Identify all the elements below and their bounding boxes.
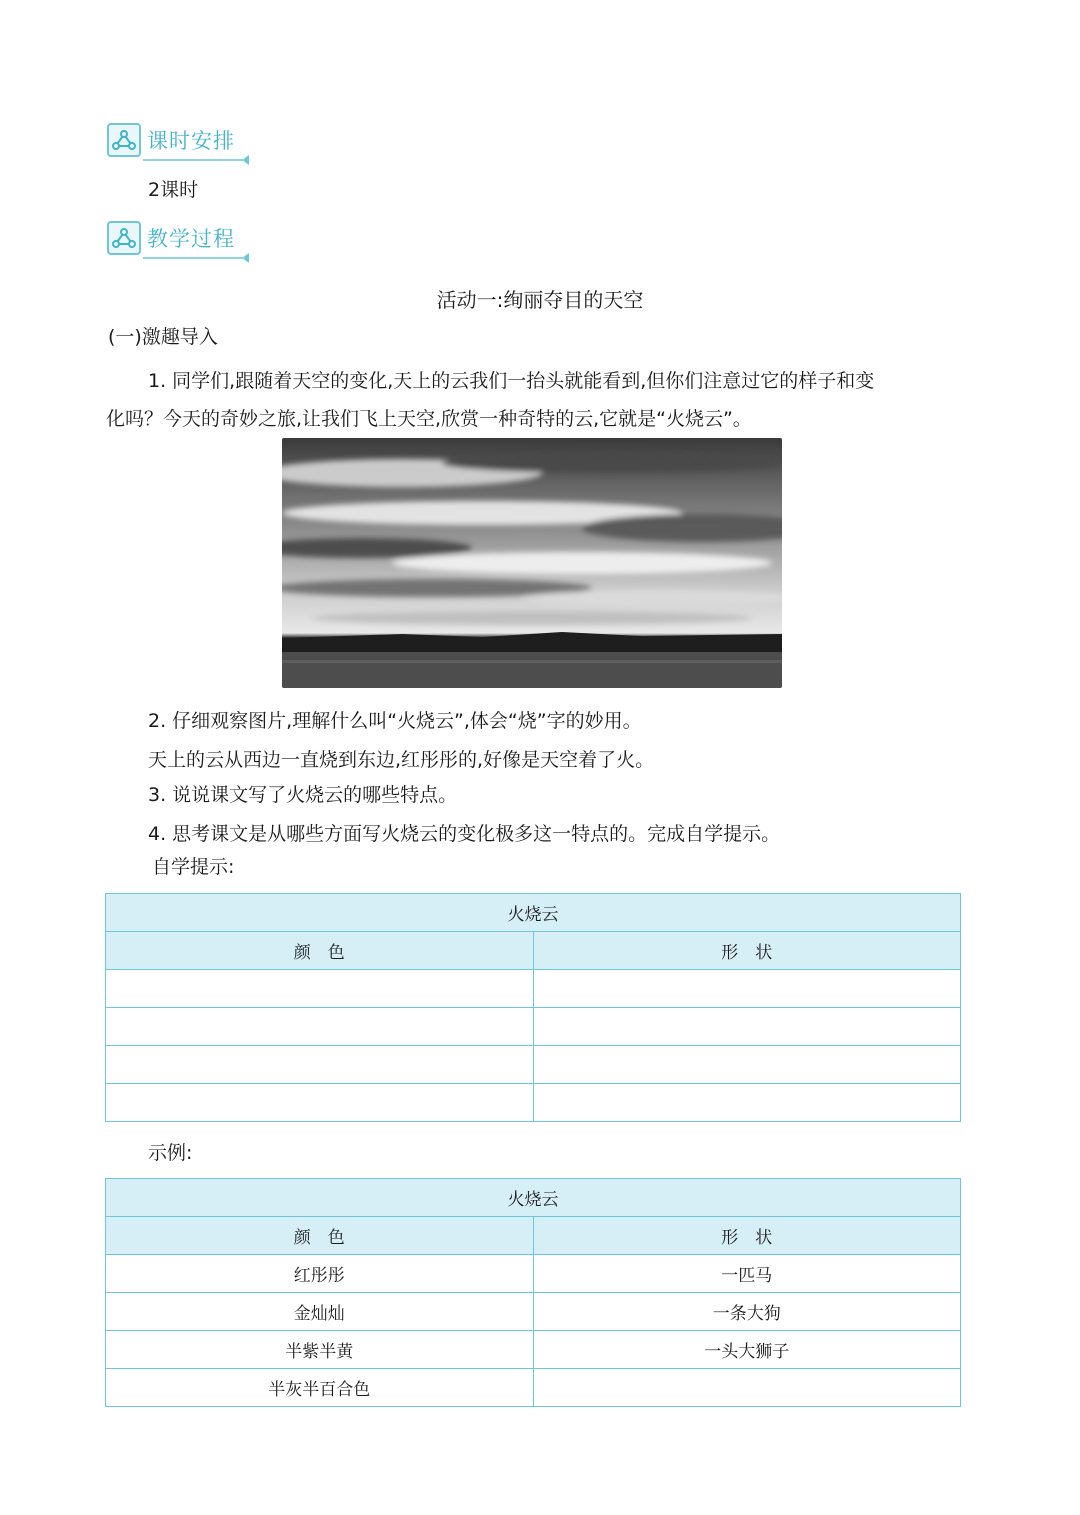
activity-title: 活动一:绚丽夺目的天空 <box>436 288 644 312</box>
prompt-label: 自学提示: <box>152 856 235 878</box>
table-cell[interactable] <box>533 970 961 1008</box>
section-title: 教学过程 <box>147 223 245 253</box>
list-item: 4. 思考课文是从哪些方面写火烧云的变化极多这一特点的。完成自学提示。 <box>148 823 781 845</box>
column-header-color: 颜 色 <box>106 1217 534 1255</box>
table-cell: 红彤彤 <box>106 1255 534 1293</box>
paragraph-line: 化吗？今天的奇妙之旅,让我们飞上天空,欣赏一种奇特的云,它就是“火烧云”。 <box>106 408 752 430</box>
paragraph-line: 1. 同学们,跟随着天空的变化,天上的云我们一抬头就能看到,但你们注意过它的样子和变 <box>148 370 875 392</box>
table-row <box>106 1331 961 1369</box>
table-cell[interactable] <box>106 970 534 1008</box>
table-title: 火烧云 <box>106 1179 961 1217</box>
table-title: 火烧云 <box>106 894 961 932</box>
table-row <box>106 1293 961 1331</box>
table-cell: 半灰半百合色 <box>106 1369 534 1407</box>
column-header-shape: 形 状 <box>533 1217 961 1255</box>
schedule-text: 2课时 <box>148 179 199 201</box>
answer-text: 天上的云从西边一直烧到东边,红彤彤的,好像是天空着了火。 <box>148 749 655 771</box>
list-item: 2. 仔细观察图片,理解什么叫“火烧云”,体会“烧”字的妙用。 <box>148 710 642 732</box>
example-label: 示例: <box>148 1142 193 1164</box>
table-cell: 一条大狗 <box>533 1293 961 1331</box>
table-row <box>106 970 961 1008</box>
example-table <box>105 1178 961 1407</box>
table-cell[interactable] <box>533 1084 961 1122</box>
table-cell: 一匹马 <box>533 1255 961 1293</box>
section-header-schedule <box>107 120 245 160</box>
subheading: (一)激趣导入 <box>108 326 218 348</box>
column-header-shape: 形 状 <box>533 932 961 970</box>
table-row <box>106 1369 961 1407</box>
table-row <box>106 1255 961 1293</box>
table-cell <box>533 1369 961 1407</box>
section-title: 课时安排 <box>147 125 245 155</box>
table-cell[interactable] <box>106 1084 534 1122</box>
table-row <box>106 1046 961 1084</box>
table-cell: 金灿灿 <box>106 1293 534 1331</box>
sky-clouds-photo <box>282 438 782 688</box>
self-study-table <box>105 893 961 1122</box>
table-cell[interactable] <box>106 1046 534 1084</box>
table-cell: 半紫半黄 <box>106 1331 534 1369</box>
table-row <box>106 1084 961 1122</box>
table-cell[interactable] <box>533 1008 961 1046</box>
table-row <box>106 1008 961 1046</box>
table-cell[interactable] <box>106 1008 534 1046</box>
table-cell: 一头大狮子 <box>533 1331 961 1369</box>
section-header-process <box>107 218 245 258</box>
network-icon <box>107 123 141 157</box>
list-item: 3. 说说课文写了火烧云的哪些特点。 <box>148 784 458 806</box>
network-icon <box>107 221 141 255</box>
table-cell[interactable] <box>533 1046 961 1084</box>
column-header-color: 颜 色 <box>106 932 534 970</box>
